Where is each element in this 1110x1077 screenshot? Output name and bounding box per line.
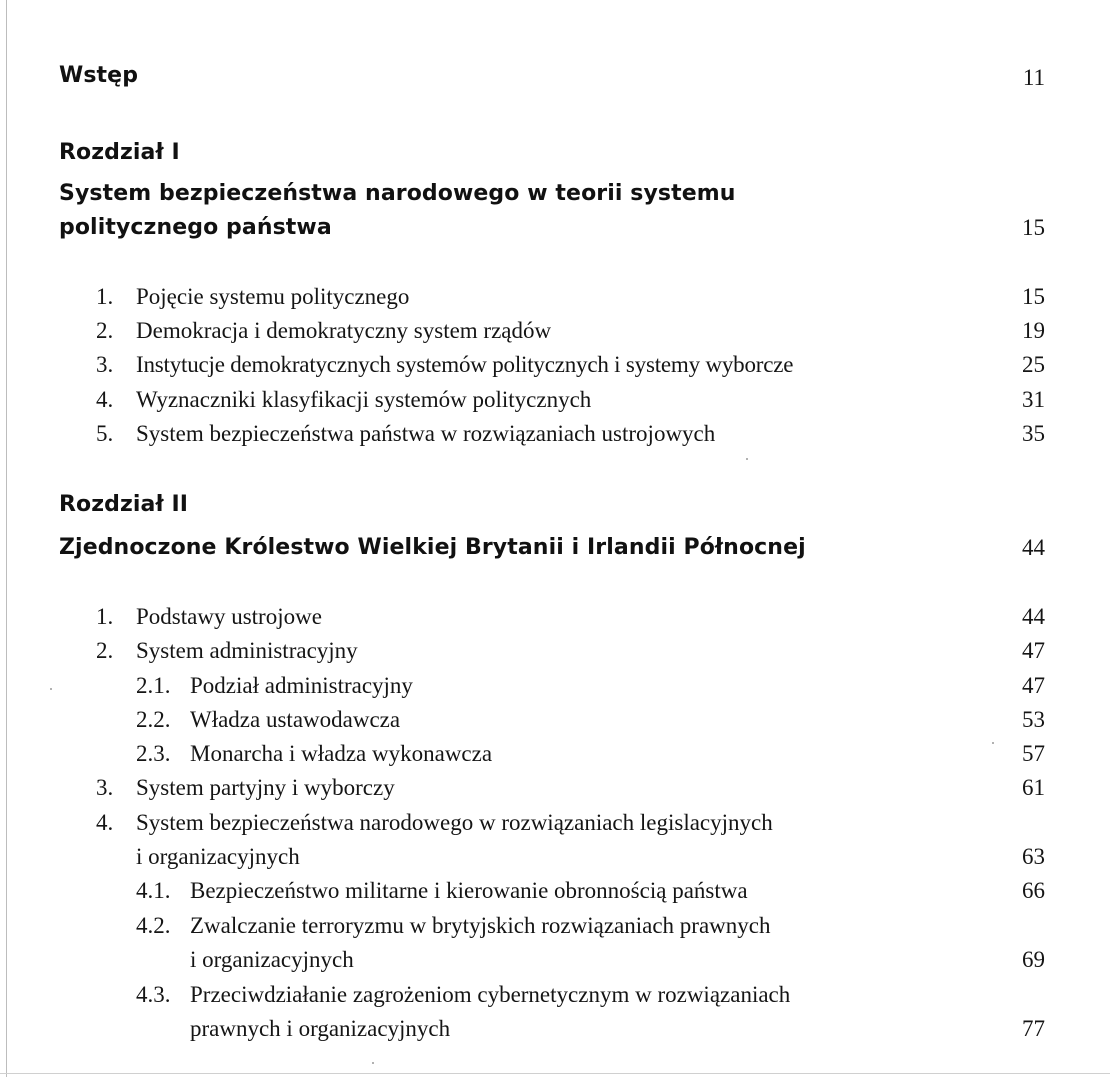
toc-page-number: 11 bbox=[1022, 65, 1045, 90]
toc-heading-wstep: Wstęp bbox=[59, 63, 139, 88]
toc-subitem-title: Bezpieczeństwo militarne i kierowanie obronnością państwa bbox=[190, 878, 748, 903]
toc-subitem-number: 4.3. bbox=[136, 982, 171, 1007]
toc-item-title: System administracyjny bbox=[136, 638, 358, 663]
toc-item-number: 2. bbox=[96, 638, 114, 663]
chapter-1-title-line1: System bezpieczeństwa narodowego w teorii systemu bbox=[59, 181, 736, 206]
toc-subitem-title: Podział administracyjny bbox=[190, 673, 413, 698]
toc-item-number: 1. bbox=[96, 284, 114, 309]
toc-subitem-number: 4.2. bbox=[136, 913, 171, 938]
toc-page-number: 63 bbox=[1022, 844, 1045, 869]
toc-item-number: 5. bbox=[96, 421, 114, 446]
toc-page-number: 44 bbox=[1022, 604, 1045, 629]
toc-page-number: 69 bbox=[1022, 947, 1045, 972]
scan-speck bbox=[50, 688, 52, 690]
toc-item-number: 4. bbox=[96, 810, 114, 835]
toc-item-number: 3. bbox=[96, 352, 114, 377]
toc-page-number: 47 bbox=[1022, 638, 1045, 663]
toc-subitem-number: 2.2. bbox=[136, 707, 171, 732]
toc-item-number: 1. bbox=[96, 604, 114, 629]
toc-item-title: Instytucje demokratycznych systemów politycznych i systemy wyborcze bbox=[136, 352, 794, 377]
toc-page-number: 25 bbox=[1022, 352, 1045, 377]
toc-subitem-number: 2.3. bbox=[136, 741, 171, 766]
toc-subitem-title: Monarcha i władza wykonawcza bbox=[190, 741, 493, 766]
toc-item-title: Demokracja i demokratyczny system rządów bbox=[136, 318, 552, 343]
toc-subitem-title: Władza ustawodawcza bbox=[190, 707, 401, 732]
toc-page-number: 31 bbox=[1022, 387, 1045, 412]
toc-page-number: 57 bbox=[1022, 741, 1045, 766]
scan-speck bbox=[746, 458, 748, 460]
toc-subitem-title: Zwalczanie terroryzmu w brytyjskich rozwiązaniach prawnych bbox=[190, 913, 771, 938]
chapter-1-title-line2: politycznego państwa bbox=[59, 215, 332, 240]
toc-item-title: Pojęcie systemu politycznego bbox=[136, 284, 410, 309]
toc-subitem-number: 4.1. bbox=[136, 878, 171, 903]
toc-item-number: 2. bbox=[96, 318, 114, 343]
toc-page-number: 47 bbox=[1022, 673, 1045, 698]
toc-item-title: System bezpieczeństwa państwa w rozwiązaniach ustrojowych bbox=[136, 421, 716, 446]
toc-page-number: 19 bbox=[1022, 318, 1045, 343]
toc-subitem-number: 2.1. bbox=[136, 673, 171, 698]
toc-page-number: 66 bbox=[1022, 878, 1045, 903]
chapter-1-page: 15 bbox=[1022, 215, 1045, 240]
toc-page-number: 35 bbox=[1022, 421, 1045, 446]
scan-bottom-edge bbox=[0, 1073, 1110, 1074]
toc-page-number: 61 bbox=[1022, 775, 1045, 800]
toc-subitem-title-continuation: i organizacyjnych bbox=[190, 947, 354, 972]
toc-item-title: Podstawy ustrojowe bbox=[136, 604, 322, 629]
toc-page-number: 53 bbox=[1022, 707, 1045, 732]
toc-subitem-title: Przeciwdziałanie zagrożeniom cybernetycznym w rozwiązaniach bbox=[190, 982, 791, 1007]
chapter-1-label: Rozdział I bbox=[59, 140, 180, 165]
toc-item-number: 3. bbox=[96, 775, 114, 800]
chapter-2-title: Zjednoczone Królestwo Wielkiej Brytanii i Irlandii Północnej bbox=[59, 535, 806, 560]
toc-page-number: 15 bbox=[1022, 284, 1045, 309]
chapter-2-label: Rozdział II bbox=[59, 492, 189, 517]
toc-item-number: 4. bbox=[96, 387, 114, 412]
toc-subitem-title-continuation: prawnych i organizacyjnych bbox=[190, 1016, 451, 1041]
toc-item-title: System bezpieczeństwa narodowego w rozwiązaniach legislacyjnych bbox=[136, 810, 773, 835]
toc-item-title-continuation: i organizacyjnych bbox=[136, 844, 300, 869]
toc-item-title: System partyjny i wyborczy bbox=[136, 775, 395, 800]
chapter-2-page: 44 bbox=[1022, 535, 1045, 560]
scan-left-edge bbox=[6, 0, 7, 1077]
scan-speck bbox=[372, 1062, 374, 1064]
toc-page-number: 77 bbox=[1022, 1016, 1045, 1041]
toc-item-title: Wyznaczniki klasyfikacji systemów politycznych bbox=[136, 387, 592, 412]
